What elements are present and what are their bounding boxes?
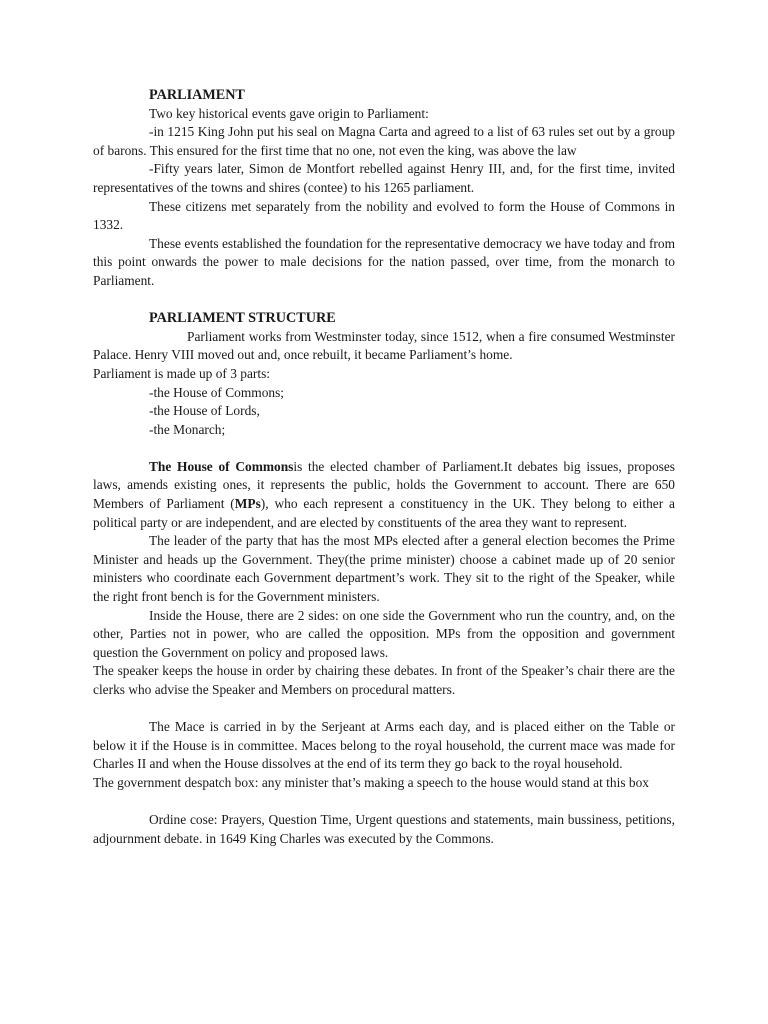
paragraph: Ordine cose: Prayers, Question Time, Urgent questions and statements, main bussiness, petitions, adjournment debate. in 1649 King Charles was executed by the Commons. <box>93 812 675 846</box>
text-run: is the elected chamber of Parliament.It debates big issues, proposes laws, amends existing ones, it represents the public, holds the Government to account. There are 650 Members of Parliament ( <box>93 458 676 512</box>
paragraph: Parliament works from Westminster today, since 1512, when a fire consumed Westminster Palace. Henry VIII moved out and, once rebuilt, it became Parliament’s home. <box>93 328 675 363</box>
section-heading-parliament: PARLIAMENT <box>149 87 245 103</box>
paragraph: The speaker keeps the house in order by chairing these debates. In front of the Speaker’s chair there are the clerks who advise the Speaker and Members on procedural matters. <box>93 663 675 697</box>
section-heading-structure: PARLIAMENT STRUCTURE <box>149 310 336 327</box>
paragraph: The leader of the party that has the most MPs elected after a general election becomes the Prime Minister and heads up the Government. They(the prime minister) choose a cabinet made up of 20 senior ministers who coordinate each Government department’s work. They sit to the right of the Speaker, while the right front bench is for the Government ministers. <box>93 533 675 605</box>
bold-lead-term: The House of Commons <box>149 458 294 474</box>
paragraph: Parliament is made up of 3 parts: <box>93 365 271 381</box>
spacer <box>93 291 675 310</box>
paragraph-commons <box>93 458 675 532</box>
text-run: ), who each represent a constituency in the UK. They belong to either a political party or are independent, and are elected by constituents of the area they want to represent. <box>93 496 675 530</box>
paragraph: -in 1215 King John put his seal on Magna Carta and agreed to a list of 63 rules set out by a group of barons. This ensured for the first time that no one, not even the king, was above the law <box>93 124 675 158</box>
list-item: -the Monarch; <box>149 421 226 437</box>
paragraph: The government despatch box: any minister that’s making a speech to the house would stand at this box <box>93 774 649 790</box>
bold-term-mps: MPs <box>234 496 261 512</box>
spacer <box>93 439 675 458</box>
paragraph: Two key historical events gave origin to Parliament: <box>149 105 429 121</box>
list-item: -the House of Commons; <box>149 384 285 400</box>
spacer <box>93 700 675 719</box>
list-item: -the House of Lords, <box>149 403 260 419</box>
paragraph: The Mace is carried in by the Serjeant at Arms each day, and is placed either on the Table or below it if the House is in committee. Maces belong to the royal household, the current mace was made for Charles II and when the House dissolves at the end of its term they go back to the royal household. <box>93 719 675 772</box>
spacer <box>93 793 675 812</box>
paragraph: Inside the House, there are 2 sides: on one side the Government who run the country, and, on the other, Parties not in power, who are called the opposition. MPs from the opposition and government question the Government on policy and proposed laws. <box>93 607 675 660</box>
paragraph: These events established the foundation for the representative democracy we have today and from this point onwards the power to male decisions for the nation passed, over time, from the monarch to Parliament. <box>93 235 675 288</box>
paragraph: -Fifty years later, Simon de Montfort rebelled against Henry III, and, for the first time, invited representatives of the towns and shires (contee) to his 1265 parliament. <box>93 161 675 195</box>
paragraph: These citizens met separately from the nobility and evolved to form the House of Commons in 1332. <box>93 198 675 233</box>
document-page <box>93 86 675 848</box>
